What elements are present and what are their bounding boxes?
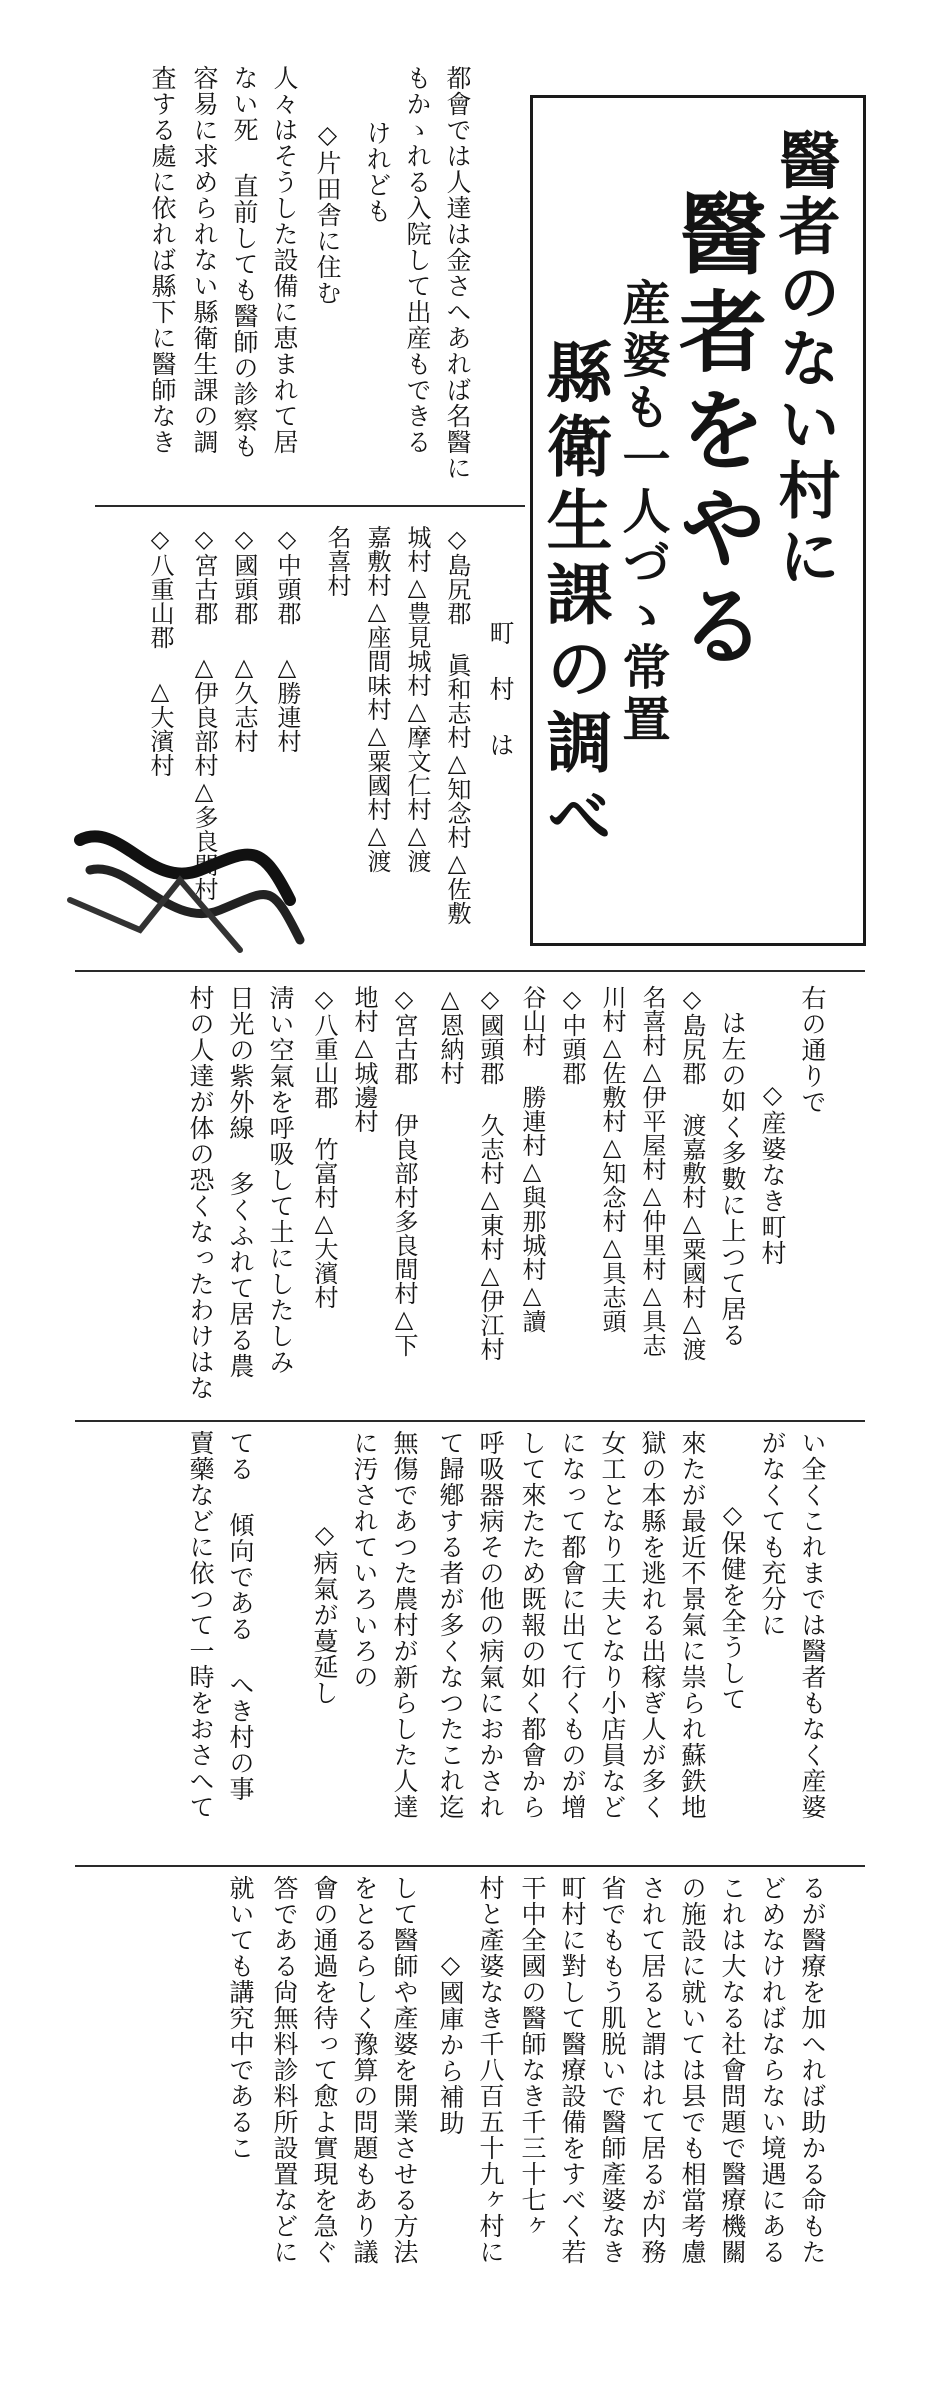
list-item: ◇中頭郡 △勝連村: [273, 525, 301, 753]
subheading: ◇片田舎に住む: [313, 120, 342, 306]
text-column: 村の人達が体の恐くなったわけはな: [186, 985, 215, 1401]
text-column: るが醫療を加へれば助かる命もた: [798, 1875, 827, 2265]
list-item: ◇國頭郡 △久志村: [230, 525, 258, 753]
list-item: 城村△豊見城村△摩文仁村△渡: [403, 525, 431, 873]
list-item: 谷山村 勝連村△與那城村△讀: [518, 985, 546, 1333]
text-column: 來たが最近不景氣に祟られ蘇鉄地: [678, 1430, 707, 1820]
text-column: 人々はそうした設備に恵まれて居: [270, 65, 299, 455]
text-column: 就いても講究中であるこ: [226, 1875, 255, 2161]
text-column: の施設に就いては县でも相當考慮: [678, 1875, 707, 2265]
text-column: 村と產婆なき千八百五十九ヶ村に: [476, 1875, 505, 2265]
text-column: けれども: [363, 120, 392, 224]
text-column: てる 傾向である へき村の事: [226, 1430, 255, 1802]
text-column: どめなければならない境遇にある: [758, 1875, 787, 2265]
ink-smudge: [60, 780, 320, 980]
list-item: ◇島尻郡 渡嘉敷村△粟國村△渡: [678, 985, 706, 1361]
text-column: 淸い空氣を呼吸して土にしたしみ: [266, 985, 295, 1375]
list-item: ◇國頭郡 久志村△東村△伊江村: [476, 985, 504, 1361]
list-item: 嘉敷村△座間味村△粟國村△渡: [363, 525, 391, 873]
text-column: は左の如く多數に上つて居る: [718, 1010, 747, 1348]
list-item: ◇八重山郡 竹富村△大濱村: [310, 985, 338, 1309]
text-column: ない死 直前しても醫師の診察も: [230, 65, 259, 459]
list-item: 川村△佐敷村△知念村△具志頭: [598, 985, 626, 1333]
text-column: 町村に對して醫療設備をすべく若: [558, 1875, 587, 2265]
list-item: 名喜村: [323, 525, 351, 597]
headline-line-3: 産婆も一人づゝ常置: [614, 278, 670, 746]
text-column: もかゝれる入院して出産もできる: [403, 65, 432, 455]
text-column: されて居ると謂はれて居るが内務: [638, 1875, 667, 2265]
text-column: て歸鄕する者が多くなつたこれ迄: [436, 1430, 465, 1820]
text-column: 賣藥などに依つて一時をおさへて: [186, 1430, 215, 1820]
list-item: ◇八重山郡 △大濱村: [146, 525, 174, 777]
text-column: 干中全國の醫師なき千三十七ヶ: [518, 1875, 547, 2239]
section-rule: [75, 970, 865, 972]
section-rule: [75, 1865, 865, 1867]
text-column: 日光の紫外線 多くふれて居る農: [226, 985, 255, 1379]
subheading: ◇國庫から補助: [436, 1950, 465, 2136]
list-item: 地村△城邊村: [350, 985, 378, 1133]
text-column: これは大なる社會問題で醫療機關: [718, 1875, 747, 2265]
text-column: がなくても充分に: [758, 1430, 787, 1638]
subheading: ◇保健を全うして: [718, 1500, 747, 1712]
text-column: 獄の本縣を逃れる出稼ぎ人が多く: [638, 1430, 667, 1820]
text-column: 會の通過を待って愈よ實現を急ぐ: [310, 1875, 339, 2265]
text-column: 呼吸器病その他の病氣におかされ: [476, 1430, 505, 1820]
text-column: 都會では人達は金さへあれば名醫に: [443, 65, 472, 481]
text-column: 町 村 は: [486, 620, 515, 758]
text-column: い全くこれまでは醫者もなく産婆: [798, 1430, 827, 1820]
text-column: 省でももう肌脱いで醫師產婆なき: [598, 1875, 627, 2265]
text-column: 右の通りで: [798, 985, 827, 1115]
section-rule: [75, 1420, 865, 1422]
text-column: になって都會に出て行くものが增: [558, 1430, 587, 1820]
list-item: ◇宮古郡 伊良部村多良間村△下: [390, 985, 418, 1357]
subheading: ◇産婆なき町村: [758, 1080, 787, 1266]
list-item: ◇中頭郡: [558, 985, 586, 1085]
text-column: して醫師や產婆を開業させる方法: [390, 1875, 419, 2265]
subheading: ◇病氣が蔓延し: [310, 1520, 339, 1706]
headline-line-1: 醫者のない村に: [768, 128, 841, 590]
text-column: に汚されていろいろの: [350, 1430, 379, 1690]
list-item: △恩納村: [436, 985, 464, 1085]
list-item: 名喜村△伊平屋村△仲里村△具志: [638, 985, 666, 1357]
text-column: 女工となり工夫となり小店員など: [598, 1430, 627, 1820]
text-column: して來たため既報の如く都會から: [518, 1430, 547, 1820]
column-rule: [95, 505, 525, 507]
text-column: 答である尙無料診料所設置などに: [270, 1875, 299, 2265]
headline-line-4: 縣衛生課の調べ: [535, 338, 613, 856]
text-column: 査する處に依れば縣下に醫師なき: [148, 65, 177, 455]
headline-line-2: 醫者をやる: [665, 188, 769, 678]
list-item: ◇宮古郡 △伊良部村△多良間村: [190, 525, 218, 901]
text-column: をとるらしく豫算の問題もあり議: [350, 1875, 379, 2265]
list-item: ◇島尻郡 眞和志村△知念村△佐敷: [443, 525, 471, 925]
headline-box: [530, 95, 866, 946]
ink-smudge-mark: [60, 780, 320, 980]
text-column: 無傷であつた農村が新らした人達: [390, 1430, 419, 1820]
text-column: 容易に求められない縣衛生課の調: [190, 65, 219, 455]
